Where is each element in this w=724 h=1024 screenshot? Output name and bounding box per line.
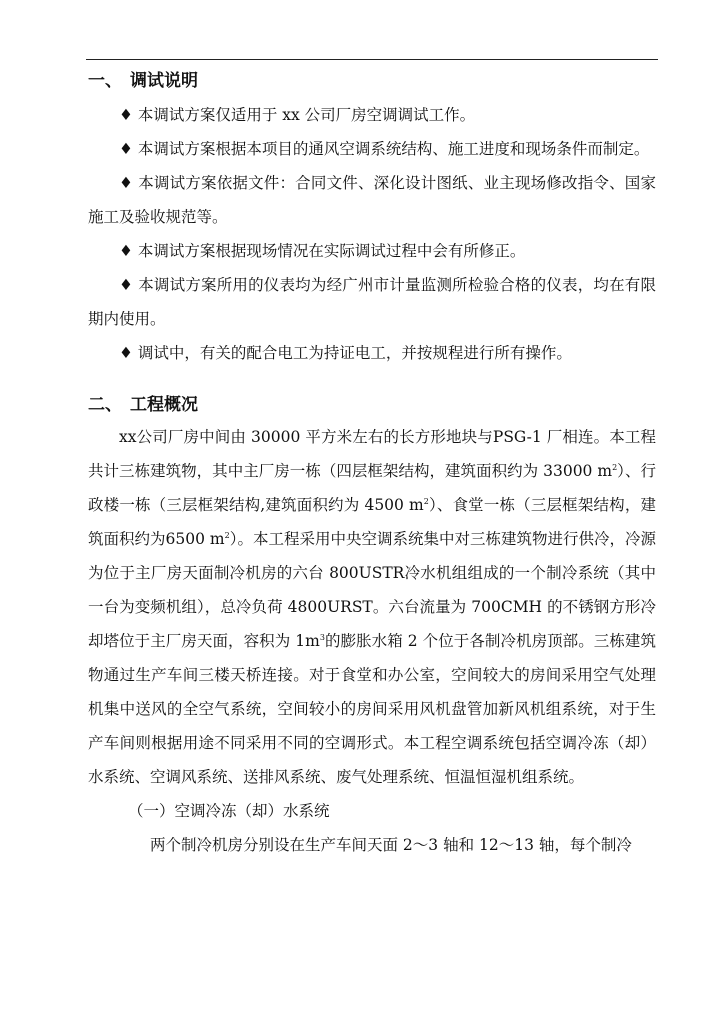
document-page [88, 66, 656, 862]
overview-text-3: ）、食堂一栋（三层框架结构，建筑面积约为6500 m [88, 496, 656, 548]
superscript: 2 [224, 530, 230, 540]
section-1-heading [88, 66, 656, 96]
overview-paragraph [88, 420, 656, 794]
bullet-item: ♦ 本调试方案根据现场情况在实际调试过程中会有所修正。 [119, 242, 526, 260]
subsection-heading: （一）空调冷冻（却）水系统 [128, 802, 330, 820]
subsection-paragraph: 两个制冷机房分别设在生产车间天面 2～3 轴和 12～13 轴，每个制冷 [150, 836, 632, 854]
bullet-item: ♦ 本调试方案所用的仪表均为经广州市计量监测所检验合格的仪表，均在有限期内使用。 [88, 276, 656, 328]
superscript: 2 [612, 462, 618, 472]
section-2-number: 二、 [88, 395, 122, 415]
bullet-item: ♦ 本调试方案依据文件：合同文件、深化设计图纸、业主现场修改指令、国家施工及验收规范等。 [88, 174, 656, 226]
superscript: 3 [319, 632, 325, 642]
section-1-title: 调试说明 [130, 71, 198, 91]
header-rule [86, 59, 658, 60]
superscript: 2 [423, 496, 429, 506]
section-2-title: 工程概况 [130, 395, 198, 415]
overview-text-2: ）、行政楼一栋（三层框架结构,建筑面积约为 4500 m [88, 462, 656, 514]
section-2-heading [88, 390, 656, 420]
bullet-item: ♦ 本调试方案仅适用于 xx 公司厂房空调调试工作。 [119, 106, 476, 124]
section-1-number: 一、 [88, 71, 122, 91]
overview-text-5: 的膨胀水箱 2 个位于各制冷机房顶部。三栋建筑物通过生产车间三楼天桥连接。对于食堂和办公室，空间较大的房间采用空气处理机集中送风的全空气系统，空间较小的房间采用风机盘管加新风机组系统，对于生产车间则根据用途不同采用不同的空调形式。本工程空调系统包括空调冷冻（却）水系统、空调风系统、送排风系统、废气处理系统、恒温恒湿机组系统。 [88, 632, 656, 786]
bullet-item: ♦ 调试中，有关的配合电工为持证电工，并按规程进行所有操作。 [119, 344, 572, 362]
overview-text-4: ）。本工程采用中央空调系统集中对三栋建筑物进行供冷，冷源为位于主厂房天面制冷机房的六台 800USTR冷水机组组成的一个制冷系统（其中一台为变频机组），总冷负荷 4800URST。六台流量为 700CMH 的不锈钢方形冷却塔位于主厂房天面，容积为 1m [88, 530, 656, 650]
overview-text-1: xx公司厂房中间由 30000 平方米左右的长方形地块与PSG-1 厂相连。本工程共计三栋建筑物，其中主厂房一栋（四层框架结构，建筑面积约为 33000 m [88, 428, 656, 480]
bullet-item: ♦ 本调试方案根据本项目的通风空调系统结构、施工进度和现场条件而制定。 [119, 140, 650, 158]
